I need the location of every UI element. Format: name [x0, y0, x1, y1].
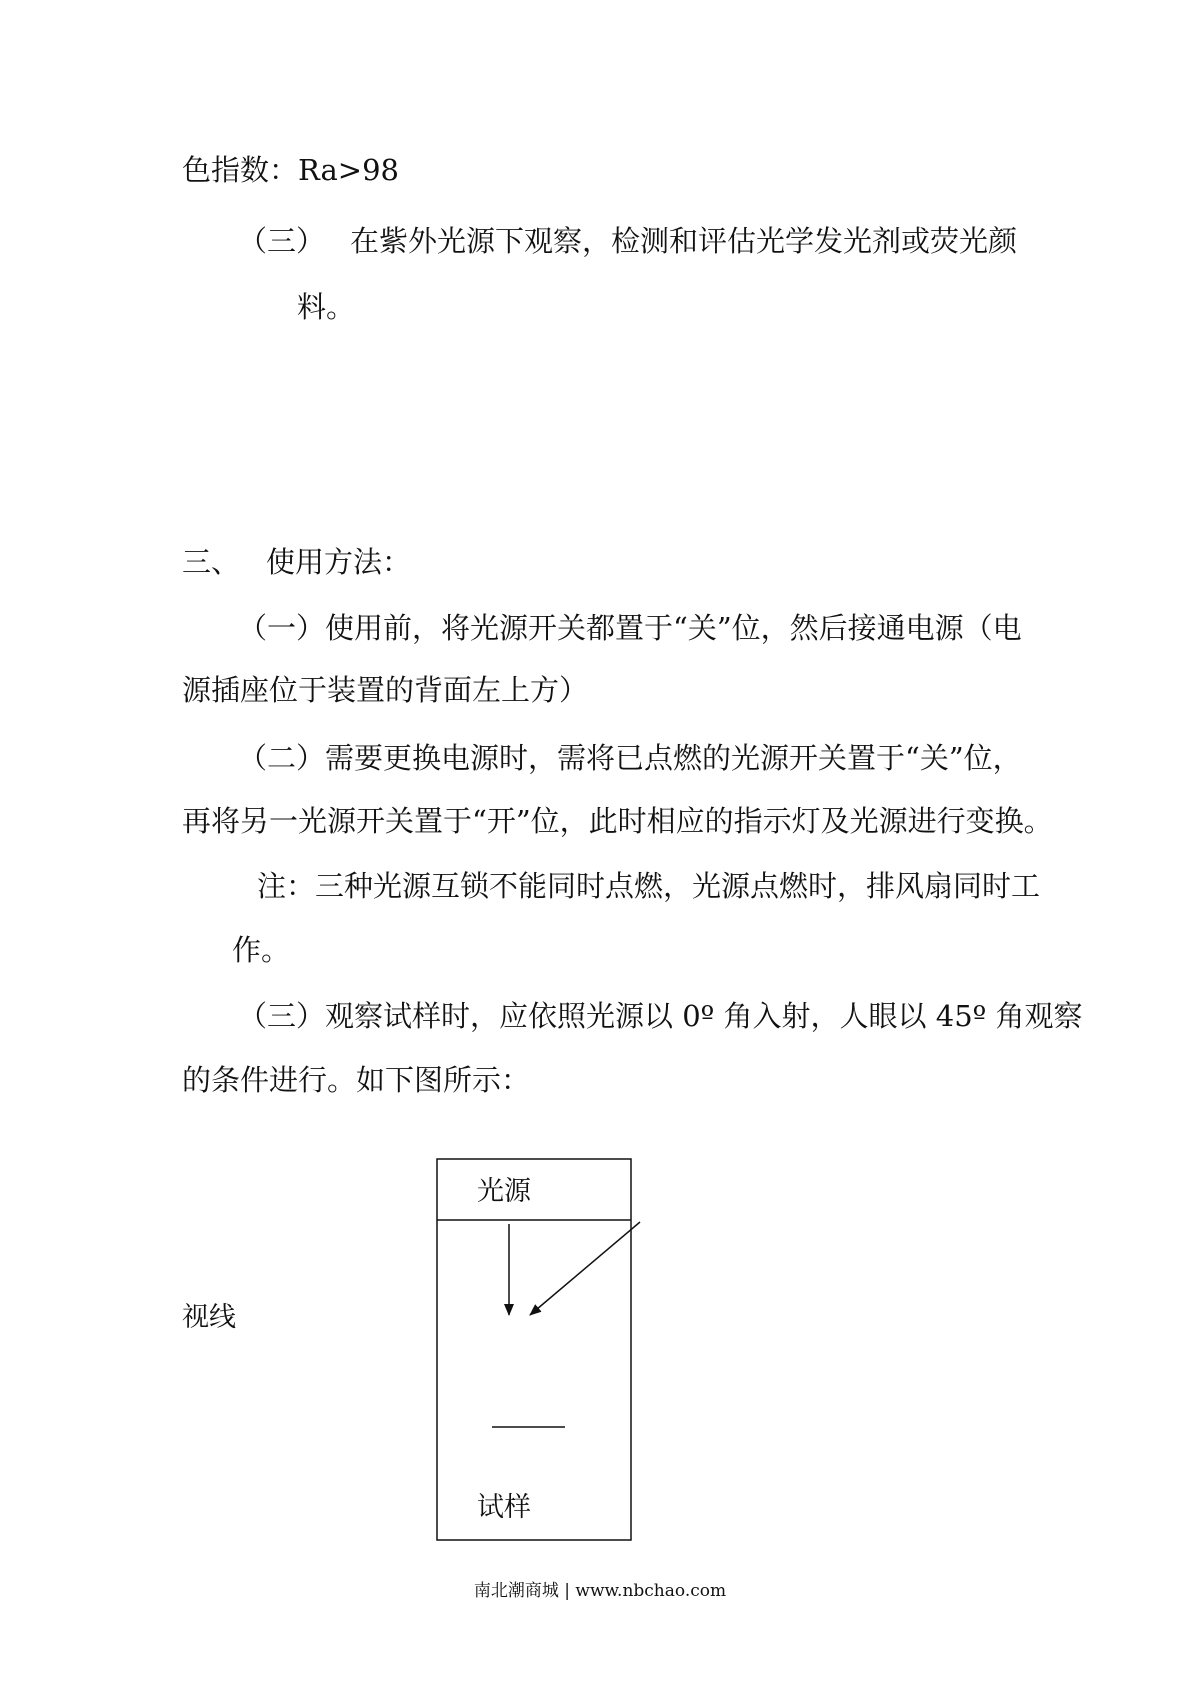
- spec-item-3-continued: 料。: [297, 290, 356, 324]
- usage-step-1-continued: 源插座位于装置的背面左上方）: [182, 673, 589, 707]
- color-index-line: 色指数：Ra>98: [182, 153, 399, 187]
- usage-step-3-continued: 的条件进行。如下图所示：: [182, 1063, 531, 1097]
- section-3-number: 三、: [182, 545, 241, 579]
- section-3-title: 使用方法：: [266, 545, 412, 579]
- sample-label: 试样: [477, 1492, 531, 1523]
- usage-step-2-continued: 再将另一光源开关置于“开”位，此时相应的指示灯及光源进行变换。: [182, 804, 1053, 838]
- sight-line-label: 视线: [182, 1302, 236, 1333]
- spec-item-3-text: 在紫外光源下观察，检测和评估光学发光剂或荧光颜: [350, 224, 1018, 258]
- usage-step-3: （三）观察试样时，应依照光源以 0º 角入射，人眼以 45º 角观察: [238, 999, 1083, 1033]
- page-footer: 南北潮商城 | www.nbchao.com: [473, 1581, 727, 1601]
- light-source-label: 光源: [477, 1176, 531, 1207]
- usage-step-1: （一）使用前，将光源开关都置于“关”位，然后接通电源（电: [238, 611, 1022, 645]
- spec-item-3-number: （三）: [238, 224, 326, 258]
- light-booth-outline: [437, 1159, 631, 1540]
- sight-line-arrow: [530, 1222, 640, 1315]
- usage-note-continued: 作。: [232, 933, 291, 967]
- usage-note: 注：三种光源互锁不能同时点燃，光源点燃时，排风扇同时工: [257, 869, 1041, 903]
- usage-step-2: （二）需要更换电源时，需将已点燃的光源开关置于“关”位，: [238, 741, 1022, 775]
